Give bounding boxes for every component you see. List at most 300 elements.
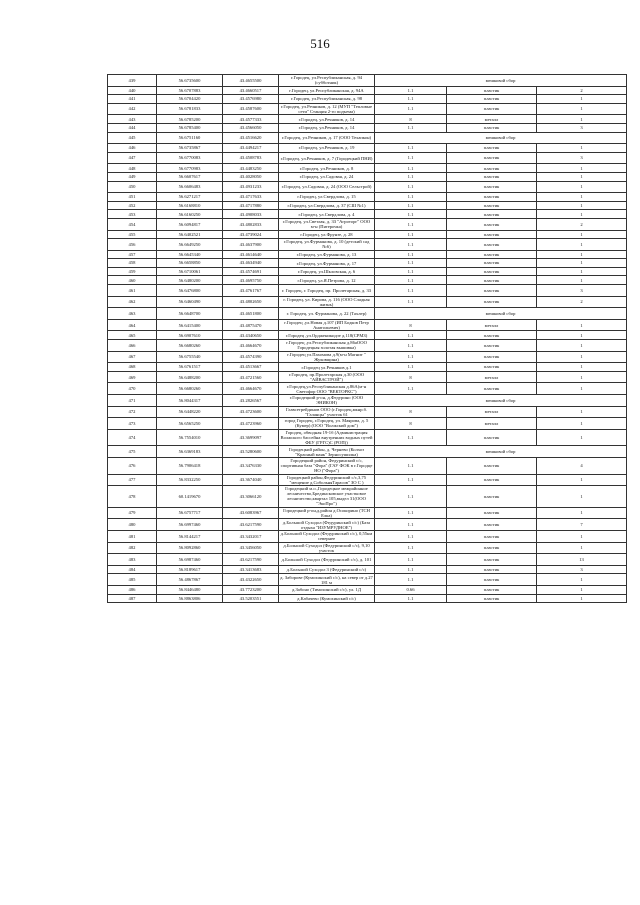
row-number-cell: 456 — [108, 239, 157, 251]
address-cell: г.Городец, ул.Речников, д. 14 — [279, 123, 375, 132]
longitude-cell: 43.4494217 — [223, 144, 279, 153]
container-material-cell: пластик — [447, 340, 537, 352]
container-volume-cell: 1.1 — [375, 285, 447, 297]
page-number: 516 — [310, 36, 330, 51]
longitude-cell: 43.4931233 — [223, 181, 279, 193]
row-number-cell: 466 — [108, 340, 157, 352]
container-count-cell: 1 — [537, 542, 627, 554]
container-volume-cell: 1.1 — [375, 276, 447, 285]
row-number-cell: 465 — [108, 331, 157, 340]
latitude-cell: 56.8332250 — [157, 474, 223, 486]
longitude-cell: 43.4587600 — [223, 103, 279, 115]
container-material-cell: пластик — [447, 351, 537, 363]
latitude-cell: 56.6785200 — [157, 115, 223, 124]
container-count-cell: 1 — [537, 230, 627, 239]
latitude-cell: 56.6168810 — [157, 201, 223, 210]
container-count-cell: 1 — [537, 418, 627, 430]
row-number-cell: 481 — [108, 530, 157, 542]
row-number-cell: 471 — [108, 395, 157, 407]
table-row — [108, 239, 627, 251]
table-row — [108, 152, 627, 164]
address-cell: г.Городецкий р-он, д.Федурино (ООО ЭНИКОН) — [279, 395, 375, 407]
row-number-cell: 450 — [108, 181, 157, 193]
container-volume-cell: 1.1 — [375, 259, 447, 268]
container-volume-cell: 8 — [375, 406, 447, 418]
container-material-cell: пластик — [447, 457, 537, 474]
table-row — [108, 115, 627, 124]
container-volume-cell: 8 — [375, 371, 447, 383]
address-cell: г.Городец, ул.Фурманова, д. 13 — [279, 250, 375, 259]
container-count-cell: 1 — [537, 594, 627, 603]
latitude-cell: 56.6476800 — [157, 285, 223, 297]
address-cell: г.Городец, ул.Республиканская, д. 98 — [279, 95, 375, 104]
latitude-cell: 56.7554010 — [157, 429, 223, 446]
table-row — [108, 542, 627, 554]
longitude-cell: 43.4717633 — [223, 193, 279, 202]
container-volume-cell: 1.1 — [375, 267, 447, 276]
table-row — [108, 363, 627, 372]
container-count-cell: 7 — [537, 519, 627, 531]
container-volume-cell: 1.1 — [375, 230, 447, 239]
address-cell: г.Городец, ул.Речников, д. 19 — [279, 144, 375, 153]
row-number-cell: 441 — [108, 95, 157, 104]
address-cell: г. Городец, ул. Фурманова, д. 22 (Тахлер) — [279, 308, 375, 320]
address-cell: г.Городец, ул.Речников, д. 8 — [279, 164, 375, 173]
container-material-cell: пластик — [447, 507, 537, 519]
longitude-cell: 43.4664670 — [223, 340, 279, 352]
container-volume-cell: 1.1 — [375, 363, 447, 372]
address-cell: Городецкий р-он,д.район д.Осокорино (ТСН Елка) — [279, 507, 375, 519]
container-volume-cell: 1.1 — [375, 86, 447, 95]
longitude-cell: 43.4695750 — [223, 276, 279, 285]
container-volume-cell: 1.1 — [375, 95, 447, 104]
container-count-cell: 1 — [537, 210, 627, 219]
row-number-cell: 469 — [108, 371, 157, 383]
container-material-cell: металл — [447, 371, 537, 383]
container-count-cell: 3 — [537, 123, 627, 132]
longitude-cell: 43.4574691 — [223, 267, 279, 276]
table-row — [108, 340, 627, 352]
container-material-cell: пластик — [447, 172, 537, 181]
latitude-cell: 56.6369183 — [157, 446, 223, 458]
latitude-cell: 56.6735600 — [157, 75, 223, 87]
address-cell: д. Заборове (Кумохинский с/с), на север от д.27 181 м — [280, 574, 373, 585]
address-cell: г.Городец ул.Речников д.1 — [279, 363, 375, 372]
container-material-cell: пластик — [447, 201, 537, 210]
longitude-cell: 43.4577333 — [223, 115, 279, 124]
container-volume-cell: 1.1 — [375, 530, 447, 542]
address-cell: г.Городец ,ул.Республиканская д.86аООО Городецкая золотая вышивка) — [279, 340, 375, 352]
container-count-cell: 1 — [537, 319, 627, 331]
row-number-cell: 446 — [108, 144, 157, 153]
latitude-cell: 56.6460490 — [157, 296, 223, 308]
latitude-cell: 56.6448220 — [157, 406, 223, 418]
container-volume-cell: 1.1 — [375, 486, 447, 508]
address-cell: г.Городец, ул.Речников, д. 14 — [279, 115, 375, 124]
container-count-cell: 2 — [537, 218, 627, 230]
address-cell: Городецкий м.о.,Городецкое межрайонное лесничество,Брединсковское участковое лесничество,квартал 105,выдел 31(ООО "ЭкоПро") — [279, 486, 375, 508]
address-cell: д.Большой Суходол (Федуринский с/с), 0,55км севернее — [279, 530, 375, 542]
container-count-cell: 1 — [537, 331, 627, 340]
longitude-cell: 43.7723200 — [223, 585, 279, 594]
container-material-cell: пластик — [447, 585, 537, 594]
latitude-cell: 56.8144217 — [157, 530, 223, 542]
longitude-cell: 43.6217590 — [223, 519, 279, 531]
latitude-cell: 56.6488200 — [157, 371, 223, 383]
row-number-cell: 482 — [108, 542, 157, 554]
latitude-cell: 56.6704420 — [157, 95, 223, 104]
row-number-cell: 472 — [108, 406, 157, 418]
row-number-cell: 448 — [108, 164, 157, 173]
latitude-cell: 56.6415400 — [157, 319, 223, 331]
row-number-cell: 486 — [108, 585, 157, 594]
table-row — [108, 429, 627, 446]
longitude-cell: 43.4513667 — [223, 363, 279, 372]
container-count-cell: 1 — [537, 95, 627, 104]
table-row — [108, 285, 627, 297]
longitude-cell: 43.4637900 — [223, 239, 279, 251]
container-count-cell: 1 — [537, 585, 627, 594]
row-number-cell: 451 — [108, 193, 157, 202]
latitude-cell: 56.8189617 — [157, 565, 223, 574]
longitude-cell: 43.5203551 — [223, 594, 279, 603]
container-material-cell: пластик — [447, 331, 537, 340]
table-row — [108, 75, 627, 87]
container-material-cell: пластик — [447, 276, 537, 285]
container-count-cell: 1 — [537, 530, 627, 542]
table-row — [108, 296, 627, 308]
container-material-cell: пластик — [447, 144, 537, 153]
latitude-cell: 56.6710061 — [157, 267, 223, 276]
collection-method-cell: мешковой сбор — [375, 132, 627, 144]
longitude-cell: 43.4660517 — [223, 86, 279, 95]
container-count-cell: 3 — [537, 285, 627, 297]
row-number-cell: 444 — [108, 123, 157, 132]
row-number-cell: 459 — [108, 267, 157, 276]
row-number-cell: 475 — [108, 446, 157, 458]
table-row — [108, 565, 627, 574]
longitude-cell: 43.6217590 — [223, 554, 279, 566]
longitude-cell: 43.4664670 — [223, 383, 279, 395]
row-number-cell: 470 — [108, 383, 157, 395]
table-row — [108, 383, 627, 395]
longitude-cell: 43.2826567 — [223, 395, 279, 407]
container-count-cell: 1 — [537, 340, 627, 352]
container-count-cell: 1 — [537, 486, 627, 508]
container-volume-cell: 1.1 — [375, 201, 447, 210]
address-cell: г.Городец ,ул.Ордженикидзе д.118(СРМЗ) — [279, 331, 375, 340]
row-number-cell: 467 — [108, 351, 157, 363]
longitude-cell: 43.6083967 — [223, 507, 279, 519]
container-volume-cell: 1.1 — [375, 210, 447, 219]
latitude-cell: 56.6735867 — [157, 144, 223, 153]
latitude-cell: 56.6757717 — [157, 507, 223, 519]
table-row — [108, 395, 627, 407]
address-cell: г.Городец, ул.Садовая, д. 24 — [279, 172, 375, 181]
container-material-cell: пластик — [447, 486, 537, 508]
latitude-cell: 56.6658850 — [157, 259, 223, 268]
longitude-cell: 43.4655500 — [223, 75, 279, 87]
container-volume-cell: 1.1 — [375, 152, 447, 164]
table-row — [108, 164, 627, 173]
container-material-cell: пластик — [447, 296, 537, 308]
longitude-cell: 43.4322650 — [223, 574, 279, 586]
container-material-cell: пластик — [447, 429, 537, 446]
table-row — [108, 95, 627, 104]
table-row — [108, 574, 627, 586]
longitude-cell: 43.4574390 — [223, 351, 279, 363]
container-material-cell: пластик — [447, 250, 537, 259]
address-cell: г.Городец, пр.Пролетарская д.30 (ООО "АЙВАСТРОЙ") — [279, 371, 375, 383]
table-row — [108, 259, 627, 268]
table-row — [108, 457, 627, 474]
address-cell: г.Городец, ул.Речников, д. 12 (МУП "Тепловые сети" Станция 2-го подъема) — [279, 103, 375, 115]
address-cell: г.Городец, ул.Я.Петрова, д. 12 — [279, 276, 375, 285]
container-material-cell: пластик — [447, 267, 537, 276]
longitude-cell: 43.4717880 — [223, 201, 279, 210]
address-cell: г.Городец, ул.Садовая, д. 24 (ООО Сельстрой) — [279, 181, 375, 193]
latitude-cell: 60.1419670 — [157, 486, 223, 508]
latitude-cell: 56.6480200 — [157, 276, 223, 285]
row-number-cell: 474 — [108, 429, 157, 446]
row-number-cell: 468 — [108, 363, 157, 372]
row-number-cell: 439 — [108, 75, 157, 87]
latitude-cell: 56.6645340 — [157, 250, 223, 259]
container-count-cell: 4 — [537, 457, 627, 474]
container-volume-cell: 1.1 — [375, 218, 447, 230]
container-count-cell: 1 — [537, 276, 627, 285]
address-cell: город Городец, г.Городец, ул. Маярова, д. 5 (Кумер) (ООО "Волжский дом") — [279, 418, 375, 430]
table-row — [108, 193, 627, 202]
container-volume-cell: 1.1 — [375, 554, 447, 566]
container-volume-cell: 1.1 — [375, 181, 447, 193]
table-row — [108, 181, 627, 193]
row-number-cell: 452 — [108, 201, 157, 210]
row-number-cell: 458 — [108, 259, 157, 268]
container-material-cell: пластик — [447, 383, 537, 395]
row-number-cell: 462 — [108, 296, 157, 308]
longitude-cell: 43.4576980 — [223, 95, 279, 104]
address-cell: г.Городец ,ул.Новая д.107 (ИП Бодков Петр Анатольевич) — [279, 319, 375, 331]
container-volume-cell: 1.1 — [375, 594, 447, 603]
row-number-cell: 460 — [108, 276, 157, 285]
latitude-cell: 56.6707883 — [157, 86, 223, 95]
address-cell: д.Кабачево (Кумохинский с/с) — [279, 594, 375, 603]
row-number-cell: 473 — [108, 418, 157, 430]
container-material-cell: пластик — [447, 230, 537, 239]
container-material-cell: пластик — [447, 594, 537, 603]
longitude-cell: 43.3066120 — [223, 486, 279, 508]
container-material-cell: пластик — [447, 519, 537, 531]
longitude-cell: 43.3476330 — [223, 457, 279, 474]
latitude-cell: 56.8446480 — [157, 585, 223, 594]
latitude-cell: 56.6271217 — [157, 193, 223, 202]
container-volume-cell: 0.66 — [375, 585, 447, 594]
container-count-cell: 1 — [537, 474, 627, 486]
container-volume-cell: 1.1 — [375, 239, 447, 251]
container-material-cell: пластик — [447, 574, 537, 586]
container-count-cell: 1 — [537, 250, 627, 259]
address-cell: д.Большой Суходол 3 (Федуринский с/с) — [279, 565, 375, 574]
table-row — [108, 594, 627, 603]
row-number-cell: 440 — [108, 86, 157, 95]
container-count-cell: 1 — [537, 103, 627, 115]
address-cell: Городецкий район,Федуринский с/с,3,75 "мещение д.СобольняТарасов" ЗО С ) — [279, 474, 375, 486]
container-count-cell: 1 — [537, 574, 627, 586]
address-cell: д.Забоно (Тимохинский с/с), ул. 1Д — [279, 585, 375, 594]
address-cell: г.Городец, ул.Фурманова, д. 10 (детский сад №6) — [279, 239, 375, 251]
latitude-cell: 56.7906418 — [157, 457, 223, 474]
container-volume-cell: 1.1 — [375, 351, 447, 363]
container-count-cell: 1 — [537, 201, 627, 210]
address-cell: д.Большой Суходол (Федуринский с/с) (База отдыха "ИЗУМРУДНОЕ") — [279, 519, 375, 531]
longitude-cell: 43.4761767 — [223, 285, 279, 297]
container-count-cell: 1 — [537, 507, 627, 519]
container-volume-cell: 1.1 — [375, 383, 447, 395]
table-row — [108, 331, 627, 340]
address-cell: г.Городец, ул.Свердлова, д. 4 — [279, 210, 375, 219]
container-material-cell: пластик — [447, 565, 537, 574]
container-count-cell: 3 — [537, 152, 627, 164]
container-material-cell: пластик — [447, 542, 537, 554]
container-count-cell: 1 — [537, 172, 627, 181]
waste-sites-register-table — [107, 74, 627, 603]
latitude-cell: 56.6987460 — [157, 554, 223, 566]
container-material-cell: пластик — [447, 123, 537, 132]
latitude-cell: 56.6402521 — [157, 230, 223, 239]
container-material-cell: пластик — [447, 218, 537, 230]
table-row — [108, 230, 627, 239]
latitude-cell: 56.6160250 — [157, 210, 223, 219]
table-row — [108, 418, 627, 430]
address-cell: г.Городец, ул.Фурманова, д. 17 — [279, 259, 375, 268]
latitude-cell: 56.6648700 — [157, 308, 223, 320]
container-material-cell: пластик — [447, 193, 537, 202]
container-volume-cell: 1.1 — [375, 542, 447, 554]
longitude-cell: 43.4340650 — [223, 331, 279, 340]
latitude-cell: 56.6680260 — [157, 383, 223, 395]
container-volume-cell: 1.1 — [375, 457, 447, 474]
address-cell: г.Городец, ул.Шкловская, д. 6 — [279, 267, 375, 276]
address-cell: г.Городец, ул.Свердлова, д. 37 (СШ №1) — [279, 201, 375, 210]
container-material-cell: пластик — [447, 285, 537, 297]
table-row — [108, 406, 627, 418]
container-volume-cell: 1.1 — [375, 193, 447, 202]
address-cell: д.Большой Суходол (Федуринский с/с), д. 101 — [279, 554, 375, 566]
longitude-cell: 43.4802833 — [223, 218, 279, 230]
longitude-cell: 43.4739024 — [223, 230, 279, 239]
container-count-cell: 1 — [537, 371, 627, 383]
row-number-cell: 477 — [108, 474, 157, 486]
latitude-cell: 56.6785400 — [157, 123, 223, 132]
container-material-cell: металл — [447, 115, 537, 124]
row-number-cell: 447 — [108, 152, 157, 164]
collection-method-cell: мешковой сбор — [375, 446, 627, 458]
container-material-cell: пластик — [447, 95, 537, 104]
longitude-cell: 43.4508783 — [223, 152, 279, 164]
row-number-cell: 463 — [108, 308, 157, 320]
address-cell: г.Городец, ул.Речников, д. 17 (ООО Техапкон) — [279, 132, 375, 144]
container-count-cell: 1 — [537, 193, 627, 202]
register-body — [108, 75, 627, 603]
address-cell: г.Городец, ул.Фрунзе, д. 28 — [279, 230, 375, 239]
longitude-cell: 43.3432017 — [223, 530, 279, 542]
container-count-cell: 3 — [537, 565, 627, 574]
container-volume-cell: 1.1 — [375, 474, 447, 486]
table-row — [108, 585, 627, 594]
row-number-cell: 443 — [108, 115, 157, 124]
row-number-cell: 455 — [108, 230, 157, 239]
address-cell: Городецкий район, д. Чернево (Колхоз "Красный маяк" Зерносушилка) — [279, 446, 375, 458]
container-count-cell: 1 — [537, 267, 627, 276]
collection-method-cell: мешковой сбор — [375, 395, 627, 407]
latitude-cell: 56.4867867 — [157, 574, 223, 586]
container-count-cell: 1 — [537, 406, 627, 418]
table-row — [108, 446, 627, 458]
address-cell: г.Городец, ул.Республиканская, д. 94 (субботник) — [279, 75, 375, 87]
container-material-cell: пластик — [447, 210, 537, 219]
row-number-cell: 480 — [108, 519, 157, 531]
container-volume-cell: 1.1 — [375, 172, 447, 181]
container-count-cell: 2 — [537, 86, 627, 95]
container-material-cell: пластик — [447, 86, 537, 95]
container-count-cell: 1 — [537, 363, 627, 372]
latitude-cell: 56.8044317 — [157, 395, 223, 407]
longitude-cell: 43.4516620 — [223, 132, 279, 144]
container-count-cell: 1 — [537, 181, 627, 193]
container-material-cell: пластик — [447, 530, 537, 542]
table-row — [108, 276, 627, 285]
longitude-cell: 43.4614640 — [223, 250, 279, 259]
table-row — [108, 218, 627, 230]
table-row — [108, 144, 627, 153]
latitude-cell: 56.6094817 — [157, 218, 223, 230]
latitude-cell: 56.6606483 — [157, 181, 223, 193]
row-number-cell: 464 — [108, 319, 157, 331]
container-material-cell: пластик — [447, 103, 537, 115]
container-volume-cell: 1.1 — [375, 296, 447, 308]
row-number-cell: 478 — [108, 486, 157, 508]
table-row — [108, 123, 627, 132]
container-material-cell: пластик — [447, 474, 537, 486]
table-row — [108, 319, 627, 331]
table-row — [108, 507, 627, 519]
table-row — [108, 132, 627, 144]
table-row — [108, 486, 627, 508]
container-volume-cell: 1.1 — [375, 164, 447, 173]
container-count-cell: 1 — [537, 239, 627, 251]
container-volume-cell: 1.1 — [375, 103, 447, 115]
longitude-cell: 43.4723960 — [223, 418, 279, 430]
container-count-cell: 1 — [537, 259, 627, 268]
container-material-cell: пластик — [447, 259, 537, 268]
address-cell: г. Городец, ул. Кирова, д. 116 (ООО Сладкая жизнь) — [279, 296, 375, 308]
longitude-cell: 43.4483250 — [223, 164, 279, 173]
row-number-cell: 484 — [108, 565, 157, 574]
container-volume-cell: 1.1 — [375, 144, 447, 153]
container-material-cell: пластик — [447, 164, 537, 173]
table-row — [108, 371, 627, 383]
address-cell: г.Городец, ул.Светлая, д. 33 "Агроторг" ООО м-н (Пятерочка) — [279, 218, 375, 230]
table-row — [108, 172, 627, 181]
table-row — [108, 86, 627, 95]
container-volume-cell: 1.1 — [375, 331, 447, 340]
address-cell: г.Городец, ул.Свердлова, д. 15 — [279, 193, 375, 202]
longitude-cell: 43.4723600 — [223, 406, 279, 418]
container-count-cell: 13 — [537, 554, 627, 566]
latitude-cell: 56.6997460 — [157, 519, 223, 531]
longitude-cell: 43.5280600 — [223, 446, 279, 458]
